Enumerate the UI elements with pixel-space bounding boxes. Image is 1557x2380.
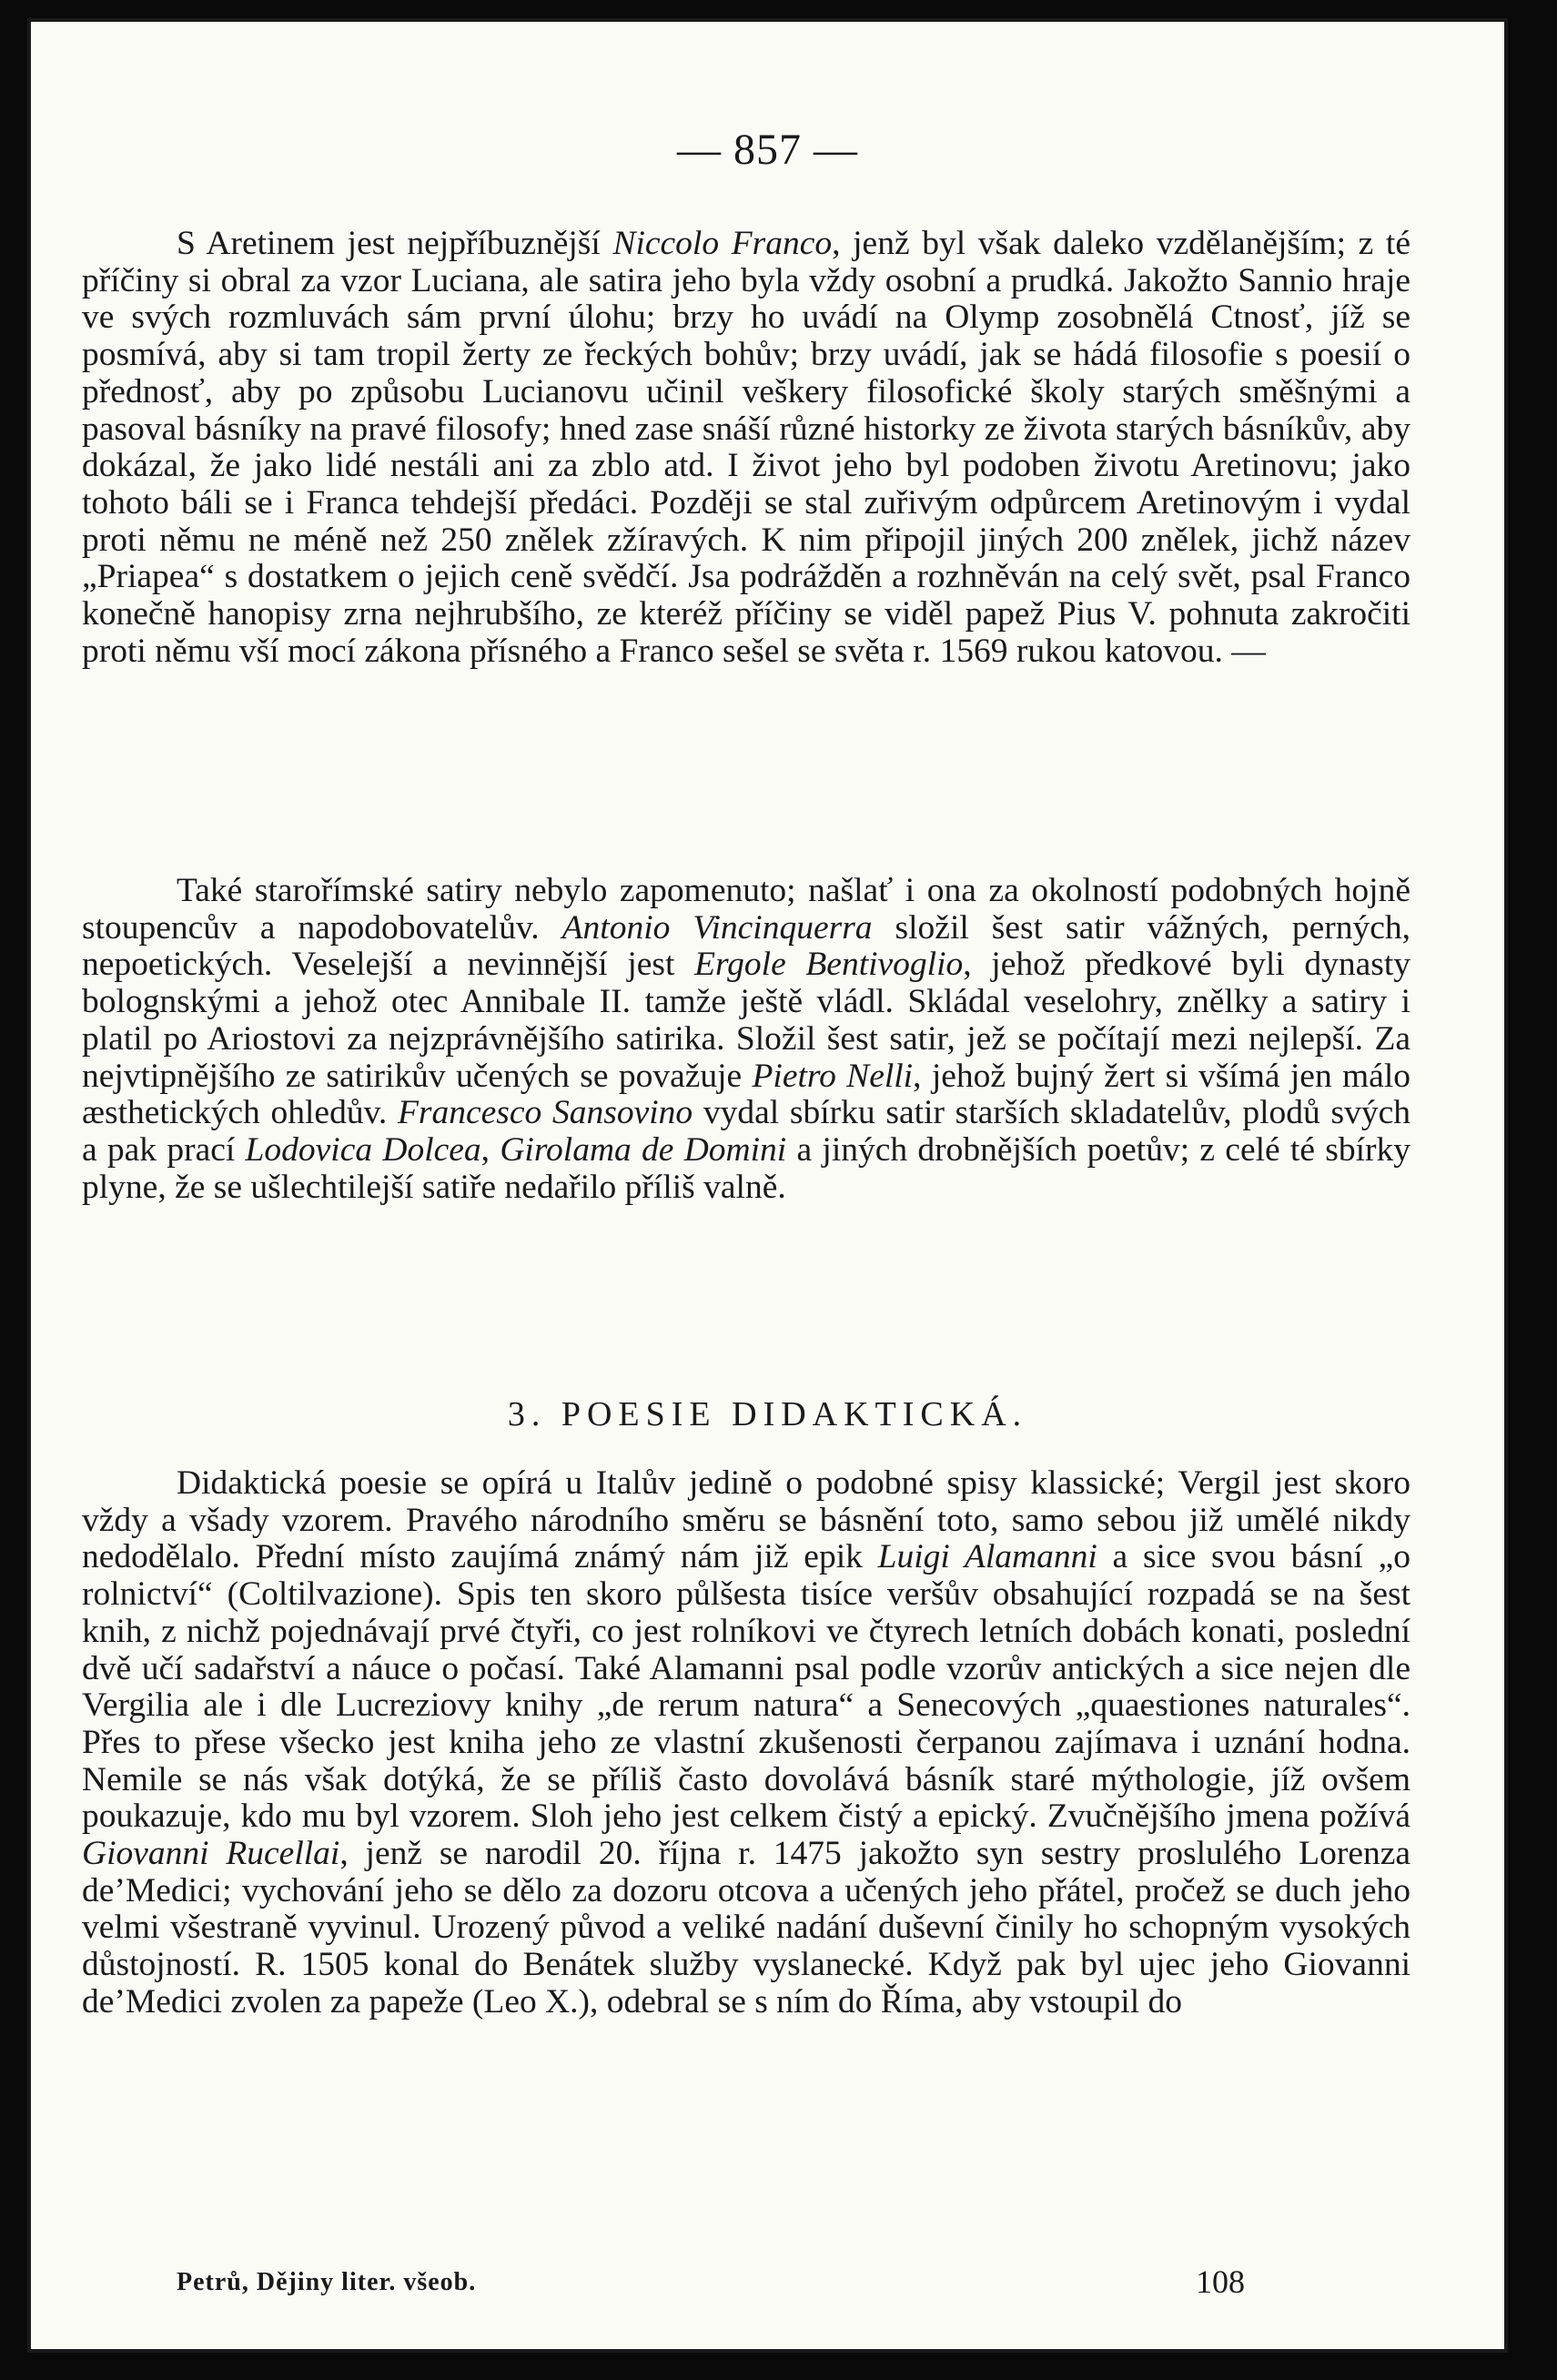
text-block-satire-franco — [82, 226, 1410, 670]
paragraph — [82, 1465, 1410, 2021]
italic-name: Girolama de Domini — [500, 1130, 787, 1169]
paragraph — [82, 873, 1410, 1206]
text-run: S Aretinem jest nejpříbuznější — [177, 225, 613, 262]
text-run: , jehož předkové byli dynasty bolognskými a jehož otec Annibale II. tamže ještě vládl. Skládal veselohry, znělky a satiry i platil po Ariostovi za nejzprávnějšího satirika. Složil šest satir, jež se počítají mezi nejlepší. Za nejvtipnějšího ze satirikův učených se považuje — [82, 946, 1410, 1095]
text-run: a jiných drobnějších poetův; z celé té sbírky plyne, že se ušlechtilejší satiře nedařilo příliš valně. — [82, 1130, 1411, 1206]
text-block-didactic-poetry — [82, 1465, 1410, 2021]
text-run: , jehož bujný žert si všímá jen málo æsthetických ohledův. — [82, 1057, 1410, 1132]
footer-sheet-number: 108 — [1196, 2264, 1245, 2300]
italic-name: Lodovica Dolcea — [245, 1130, 481, 1169]
italic-name: Antonio Vincinquerra — [561, 908, 873, 947]
text-run: , — [480, 1130, 500, 1169]
text-block-roman-satire — [82, 873, 1410, 1206]
italic-name: Giovanni Rucellai — [82, 1835, 340, 1873]
text-run: Didaktická poesie se opírá u Italův jedině o podobné spisy klassické; Vergil jest skoro vždy a všady vzorem. Pravého národního směru se básnění toto, samo sebou již umělé nikdy nedodělalo. Přední místo zaujímá známý nám již epik — [82, 1464, 1410, 1576]
paragraph — [82, 226, 1410, 670]
italic-name: Ergole Bentivoglio — [694, 946, 964, 984]
text-run: , jenž byl však daleko vzdělanějším; z té příčiny si obral za vzor Luciana, ale satira jeho byla vždy osobní a prudká. Jakožto Sannio hraje ve svých rozmluvách sám první úlohu; brzy ho uvádí na Olymp zosobnělá Ctnosť, jíž se posmívá, aby si tam tropil žerty ze řeckých bohův; brzy uvádí, jak se hádá filosofie s poesií o přednosť, aby po způsobu Lucianovu učinil veškery filosofické školy starých směšnými a pasoval básníky na pravé filosofy; hned zase snáší různé historky ze života starých básníkův, aby dokázal, že jako lidé nestáli ani za zblo atd. I život jeho byl podoben životu Aretinovu; jako tohoto báli se i Franca tehdejší předáci. Později se stal zuřivým odpůrcem Aretinovým i vydal proti němu ne méně než 250 znělek zžíravých. K nim připojil jiných 200 znělek, jichž název „Priapea“ s dostatkem o jejich ceně svědčí. Jsa podrážděn a rozhněván na celý svět, psal Franco konečně hanopisy zrna nejhrubšího, ze kteréž příčiny se viděl papež Pius V. pohnuta zakročiti proti němu vší mocí zákona přísného a Franco sešel se světa r. 1569 rukou katovou. — — [82, 225, 1410, 670]
page-number: — 857 — — [677, 126, 858, 174]
section-heading: 3. POESIE DIDAKTICKÁ. — [507, 1395, 1028, 1433]
text-run: , jenž se narodil 20. října r. 1475 jakožto syn sestry proslulého Lorenza de’Medici; vychování jeho se dělo za dozoru otcova a učených jeho přátel, pročež se duch jeho velmi všestraně vyvinul. Urozený původ a veliké nadání duševní činily ho schopným vysokých důstojností. R. 1505 konal do Benátek služby vyslanecké. Když pak byl ujec jeho Giovanni de’Medici zvolen za papeže (Leo X.), odebral se s ním do Říma, aby vstoupil do — [82, 1835, 1410, 2020]
text-run: vydal sbírku satir starších skladatelův, plodů svých a pak prací — [82, 1094, 1410, 1169]
book-page — [27, 18, 1508, 2353]
text-run: a sice svou básní „o rolnictví“ (Coltilvazione). Spis ten skoro půlšesta tisíce veršův obsahující rozpadá se na šest knih, z nichž pojednávají prvé čtyři, co jest rolníkovi ve čtyrech letních dobách konati, poslední dvě učí sadařství a náuce o počasí. Také Alamanni psal podle vzorův antických a sice nejen dle Vergilia ale i dle Lucreziovy knihy „de rerum natura“ a Senecových „quaestiones naturales“. Přes to přese všecko jest kniha jeho ze vlastní zkušenosti čerpanou zajímava i uznání hodna. Nemile se nás však dotýká, že se příliš často dovolává básník staré mýthologie, jíž ovšem poukazuje, kdo mu byl vzorem. Sloh jeho jest celkem čistý a epický. Zvučnějšího jmena požívá — [82, 1538, 1411, 1836]
italic-name: Luigi Alamanni — [877, 1538, 1097, 1576]
footer-signature: Petrů, Dějiny liter. všeob. — [177, 2268, 477, 2296]
italic-name: Pietro Nelli — [752, 1057, 914, 1095]
italic-name: Francesco Sansovino — [398, 1094, 693, 1132]
text-run: složil šest satir vážných, perných, nepoetických. Veselejší a nevinnější jest — [82, 908, 1410, 984]
text-run: Také starořímské satiry nebylo zapomenuto; našlať i ona za okolností podobných hojně stoupencův a napodobovatelův. — [82, 872, 1410, 947]
italic-name: Niccolo Franco — [612, 225, 833, 262]
